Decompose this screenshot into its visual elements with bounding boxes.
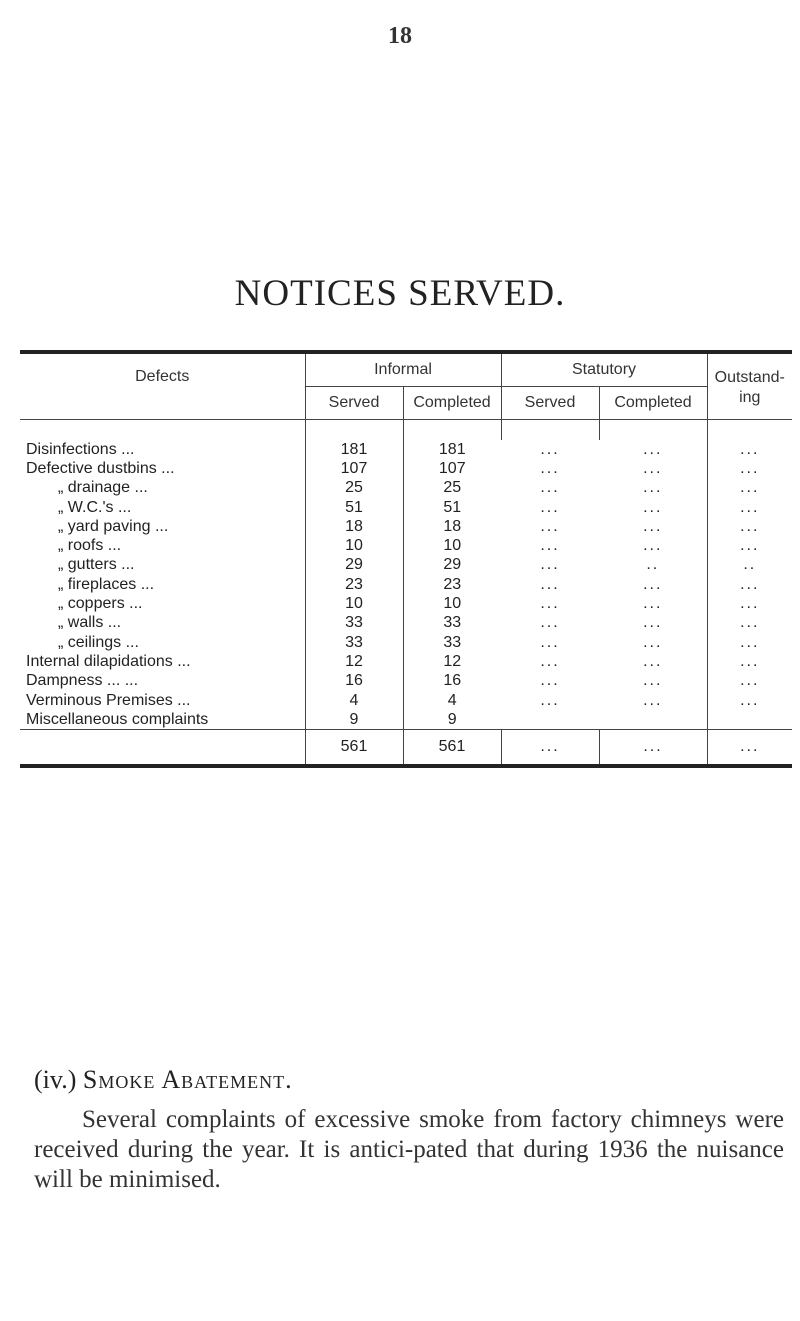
table-row (20, 594, 792, 613)
cell-statutory-completed: ... (643, 672, 663, 690)
header-statutory-completed: Completed (599, 387, 707, 420)
total-informal-completed: 561 (403, 730, 501, 767)
cell-statutory-completed: ... (643, 575, 663, 593)
row-label: Miscellaneous complaints (26, 710, 209, 728)
cell-informal-completed: 25 (403, 479, 501, 498)
cell-informal-served: 10 (305, 536, 403, 555)
row-label: Disinfections ... (26, 440, 135, 458)
table-row (20, 614, 792, 633)
cell-outstanding: ... (707, 575, 792, 594)
smoke-abatement-heading (34, 1065, 293, 1095)
cell-outstanding: ... (707, 440, 792, 459)
cell-informal-completed: 51 (403, 498, 501, 517)
total-informal-served: 561 (305, 730, 403, 767)
totals-label (20, 730, 305, 767)
cell-outstanding: ... (707, 594, 792, 613)
table-row (20, 440, 792, 459)
cell-statutory-served: ... (540, 633, 560, 651)
table-row (20, 652, 792, 671)
row-label: „ walls ... (58, 614, 122, 632)
cell-statutory-completed: ... (643, 498, 663, 516)
header-outstanding: Outstand-ing (707, 352, 792, 420)
row-label: Internal dilapidations ... (26, 652, 191, 670)
table-row (20, 633, 792, 652)
cell-informal-completed: 10 (403, 594, 501, 613)
row-label: „ fireplaces ... (58, 575, 155, 593)
cell-informal-completed: 33 (403, 614, 501, 633)
smoke-abatement-paragraph: Several complaints of excessive smoke from factory chimneys were received during the year. It is antici-pated that during 1936 the nuisance will be minimised. (34, 1106, 784, 1193)
cell-outstanding: ... (707, 652, 792, 671)
section-number: (iv.) (34, 1065, 77, 1094)
header-statutory-served: Served (501, 387, 599, 420)
header-statutory: Statutory (501, 352, 707, 387)
cell-informal-served: 18 (305, 517, 403, 536)
cell-informal-served: 33 (305, 633, 403, 652)
table-row (20, 536, 792, 555)
cell-outstanding: ... (707, 614, 792, 633)
cell-informal-completed: 10 (403, 536, 501, 555)
notices-table (20, 350, 792, 768)
cell-outstanding: .. (707, 556, 792, 575)
header-informal-completed: Completed (403, 387, 501, 420)
cell-statutory-completed (599, 710, 707, 730)
cell-statutory-served: ... (540, 672, 560, 690)
cell-informal-served: 9 (305, 710, 403, 730)
cell-informal-served: 33 (305, 614, 403, 633)
cell-outstanding: ... (707, 691, 792, 710)
row-label: „ coppers ... (58, 595, 143, 613)
cell-outstanding: ... (707, 517, 792, 536)
cell-outstanding: ... (707, 498, 792, 517)
cell-statutory-completed: ... (643, 459, 663, 477)
table-row (20, 479, 792, 498)
cell-statutory-served: ... (540, 691, 560, 709)
cell-outstanding: ... (707, 672, 792, 691)
cell-informal-completed: 107 (403, 459, 501, 478)
total-outstanding: ... (707, 730, 792, 767)
row-label: „ gutters ... (58, 556, 135, 574)
cell-informal-completed: 16 (403, 672, 501, 691)
cell-statutory-completed: ... (643, 595, 663, 613)
cell-informal-completed: 23 (403, 575, 501, 594)
header-informal: Informal (305, 352, 501, 387)
cell-informal-completed: 4 (403, 691, 501, 710)
cell-statutory-served: ... (540, 479, 560, 497)
cell-informal-completed: 9 (403, 710, 501, 730)
table-row (20, 517, 792, 536)
cell-statutory-served: ... (540, 517, 560, 535)
cell-statutory-served: ... (540, 537, 560, 555)
row-label: „ drainage ... (58, 479, 148, 497)
cell-statutory-served: ... (540, 556, 560, 574)
cell-informal-completed: 33 (403, 633, 501, 652)
total-statutory-served: ... (501, 730, 599, 767)
cell-outstanding: ... (707, 479, 792, 498)
cell-statutory-completed: ... (643, 633, 663, 651)
cell-statutory-completed: ... (643, 652, 663, 670)
cell-informal-served: 181 (305, 440, 403, 459)
table-row (20, 459, 792, 478)
cell-informal-served: 51 (305, 498, 403, 517)
cell-informal-completed: 181 (403, 440, 501, 459)
cell-statutory-completed: ... (643, 614, 663, 632)
row-label: „ W.C.'s ... (58, 498, 132, 516)
cell-informal-served: 12 (305, 652, 403, 671)
cell-informal-served: 25 (305, 479, 403, 498)
totals-row (20, 730, 792, 767)
page-number: 18 (388, 23, 412, 49)
cell-statutory-completed: ... (643, 537, 663, 555)
row-label: „ yard paving ... (58, 517, 169, 535)
cell-statutory-served: ... (540, 440, 560, 458)
cell-informal-served: 107 (305, 459, 403, 478)
cell-informal-completed: 12 (403, 652, 501, 671)
cell-statutory-served: ... (540, 575, 560, 593)
cell-statutory-served: ... (540, 498, 560, 516)
cell-statutory-completed: ... (643, 691, 663, 709)
cell-informal-served: 4 (305, 691, 403, 710)
row-label: Dampness ... ... (26, 672, 139, 690)
table-row (20, 672, 792, 691)
page-title: NOTICES SERVED. (234, 273, 566, 314)
table-row (20, 575, 792, 594)
header-informal-served: Served (305, 387, 403, 420)
cell-informal-served: 23 (305, 575, 403, 594)
cell-outstanding: ... (707, 633, 792, 652)
cell-statutory-served: ... (540, 595, 560, 613)
cell-informal-served: 16 (305, 672, 403, 691)
cell-statutory-served: ... (540, 459, 560, 477)
cell-outstanding: ... (707, 536, 792, 555)
cell-outstanding (707, 710, 792, 730)
total-statutory-completed: ... (599, 730, 707, 767)
row-label: Defective dustbins ... (26, 459, 175, 477)
cell-statutory-served: ... (540, 652, 560, 670)
row-label: „ ceilings ... (58, 633, 139, 651)
cell-informal-served: 10 (305, 594, 403, 613)
cell-statutory-served (501, 710, 599, 730)
cell-statutory-completed: .. (646, 556, 660, 574)
row-label: Verminous Premises ... (26, 691, 191, 709)
cell-statutory-completed: ... (643, 440, 663, 458)
cell-informal-completed: 18 (403, 517, 501, 536)
cell-statutory-served: ... (540, 614, 560, 632)
table-row (20, 691, 792, 710)
table-row (20, 498, 792, 517)
cell-statutory-completed: ... (643, 517, 663, 535)
cell-informal-completed: 29 (403, 556, 501, 575)
row-label: „ roofs ... (58, 537, 122, 555)
cell-statutory-completed: ... (643, 479, 663, 497)
table-spacer-row (20, 420, 792, 441)
cell-informal-served: 29 (305, 556, 403, 575)
header-defects: Defects (20, 352, 305, 420)
table-row (20, 710, 792, 730)
table-row (20, 556, 792, 575)
cell-outstanding: ... (707, 459, 792, 478)
section-heading: Smoke Abatement. (82, 1065, 293, 1094)
